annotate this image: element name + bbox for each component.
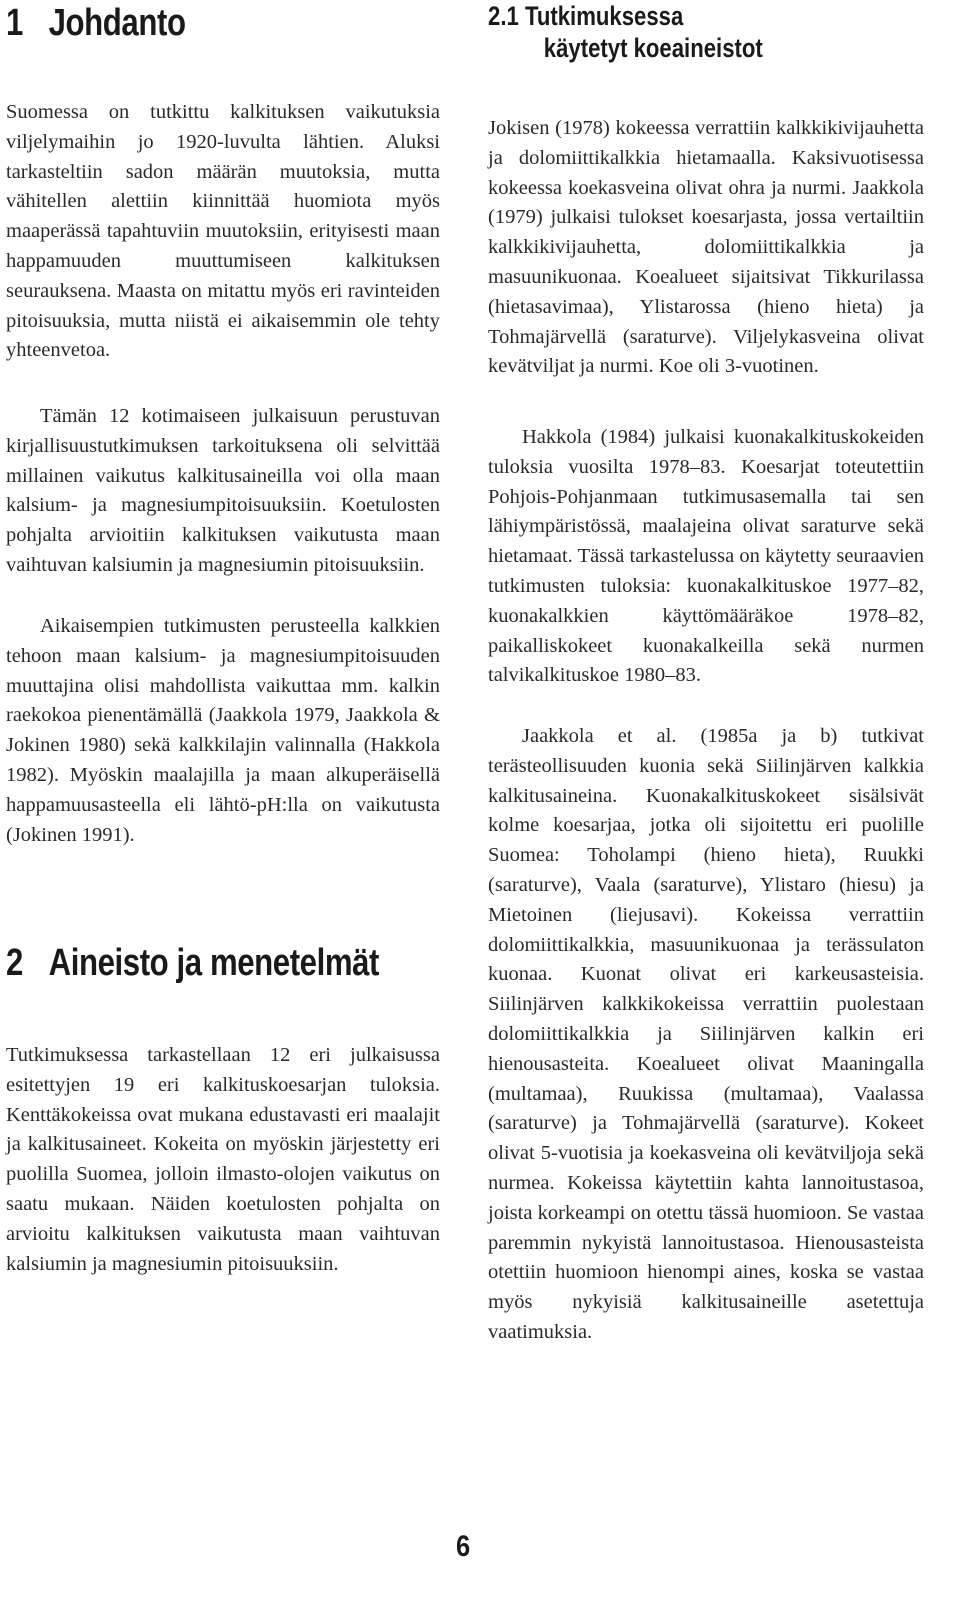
paragraph-materials-4: Jaakkola et al. (1985a ja b) tutkivat terästeollisuuden kuonia sekä Siilinjärven kalkkia kalkitusaineina. Kuonakalkituskokeet sisälsivät kolme koesarjaa, jotka oli sijoitettu eri puolille Suomea: Toholampi (hieno hieta), Ruukki (saraturve), Vaala (saraturve), Ylistaro (hiesu) ja Mietoinen (liejusavi). Kokeissa verrattiin dolomiittikalkkia, masuunikuonaa ja terässulaton kuonaa. Kuonat olivat eri karkeusasteisia. Siilinjärven kalkkikokeissa verrattiin puolestaan dolomiittikalkkia ja Siilinjärven kalkin eri hienousasteita. Koealueet olivat Maaningalla (multamaa), Ruukissa (multamaa), Vaalassa (saraturve) ja Tohmajärvellä (saraturve). Kokeet olivat 5-vuotisia ja koekasveina oli kevätviljoja sekä nurmea. Kokeissa käytettiin kahta lannoitustasoa, joista korkeampi on otettu tässä huomioon. Se vastaa paremmin nykyistä lannoitustasoa. Hienousasteista otettiin huomioon hienompi aines, koska se vastaa myös nykyisiä kalkitusaineille asetettuja vaatimuksia. [488,725,924,1343]
paragraph-intro-1: Suomessa on tutkittu kalkituksen vaikutuksia viljelymaihin jo 1920-luvulta lähtien. Aluksi tarkasteltiin sadon määrän muutoksia, mutta vähitellen alettiin kiinnittää huomiota myös maaperässä tapahtuviin muutoksiin, erityisesti maan happamuuden muuttumiseen kalkituksen seurauksena. Maasta on mitattu myös eri ravinteiden pitoisuuksia, mutta niistä ei aikaisemmin ole tehty yhteenvetoa. [6,101,440,362]
section-2-1-number: 2.1 [488,1,519,31]
section-2-title: Aineisto ja menetelmät [48,942,380,984]
section-1-number: 1 [6,2,23,44]
section-2-number: 2 [6,942,23,984]
paragraph-materials-2: Jokisen (1978) kokeessa verrattiin kalkkikivijauhetta ja dolomiittikalkkia hietamaalla. Kaksivuotisessa kokeessa koekasveina olivat ohra ja nurmi. Jaakkola (1979) julkaisi tulokset koesarjasta, jossa vertailtiin kalkkikivijauhetta, dolomiittikalkkia ja masuunikuonaa. Koealueet sijaitsivat Tikkurilassa (hietasavimaa), Ylistarossa (hieno hieta) ja Tohmajärvellä (saraturve). Viljelykasveina olivat kevätviljat ja nurmi. Koe oli 3-vuotinen. [488,117,924,378]
section-1-title: Johdanto [48,2,186,44]
paragraph-intro-2: Tämän 12 kotimaiseen julkaisuun perustuvan kirjallisuustutkimuksen tarkoituksena oli selvittää millainen vaikutus kalkitusaineilla voi olla maan kalsium- ja magnesiumpitoisuuksiin. Koetulosten pohjalta arvioitiin kalkituksen vaikutusta maan vaihtuvan kalsiumin ja magnesiumin pitoisuuksiin. [6,405,440,576]
section-2-1-title-line1: Tutkimuksessa [524,1,684,31]
section-2-1-heading [488,0,763,64]
paragraph-materials-1: Tutkimuksessa tarkastellaan 12 eri julkaisussa esitettyjen 19 eri kalkituskoesarjan tuloksia. Kenttäkokeissa ovat mukana edustavasti eri maalajit ja kalkitusaineet. Kokeita on myöskin järjestetty eri puolilla Suomea, jolloin ilmasto-olojen vaikutus on saatu mukaan. Näiden koetulosten pohjalta on arvioitu kalkituksen vaikutusta maan vaihtuvan kalsiumin ja magnesiumin pitoisuuksiin. [6,1044,440,1275]
section-2-1-title-line2: käytetyt koeaineistot [543,33,763,63]
page-number: 6 [456,1530,471,1563]
section-2-heading [6,942,379,985]
section-1-heading [6,2,186,45]
paragraph-intro-3: Aikaisempien tutkimusten perusteella kalkkien tehoon maan kalsium- ja magnesiumpitoisuuden muuttajina olisi mahdollista vaikuttaa mm. kalkin raekokoa pienentämällä (Jaakkola 1979, Jaakkola & Jokinen 1980) sekä kalkkilajin valinnalla (Hakkola 1982). Myöskin maalajilla ja maan alkuperäisellä happamuusasteella eli lähtö-pH:lla on vaikutusta (Jokinen 1991). [6,615,440,846]
paragraph-materials-3: Hakkola (1984) julkaisi kuonakalkituskokeiden tuloksia vuosilta 1978–83. Koesarjat toteutettiin Pohjois-Pohjanmaan tutkimusasemalla tai sen lähiympäristössä, maalajeina olivat saraturve sekä hietamaat. Tässä tarkastelussa on käytetty seuraavien tutkimusten tuloksia: kuonakalkituskoe 1977–82, kuonakalkkien käyttömääräkoe 1978–82, paikalliskokeet kuonakalkeilla sekä nurmen talvikalkituskoe 1980–83. [488,426,924,687]
